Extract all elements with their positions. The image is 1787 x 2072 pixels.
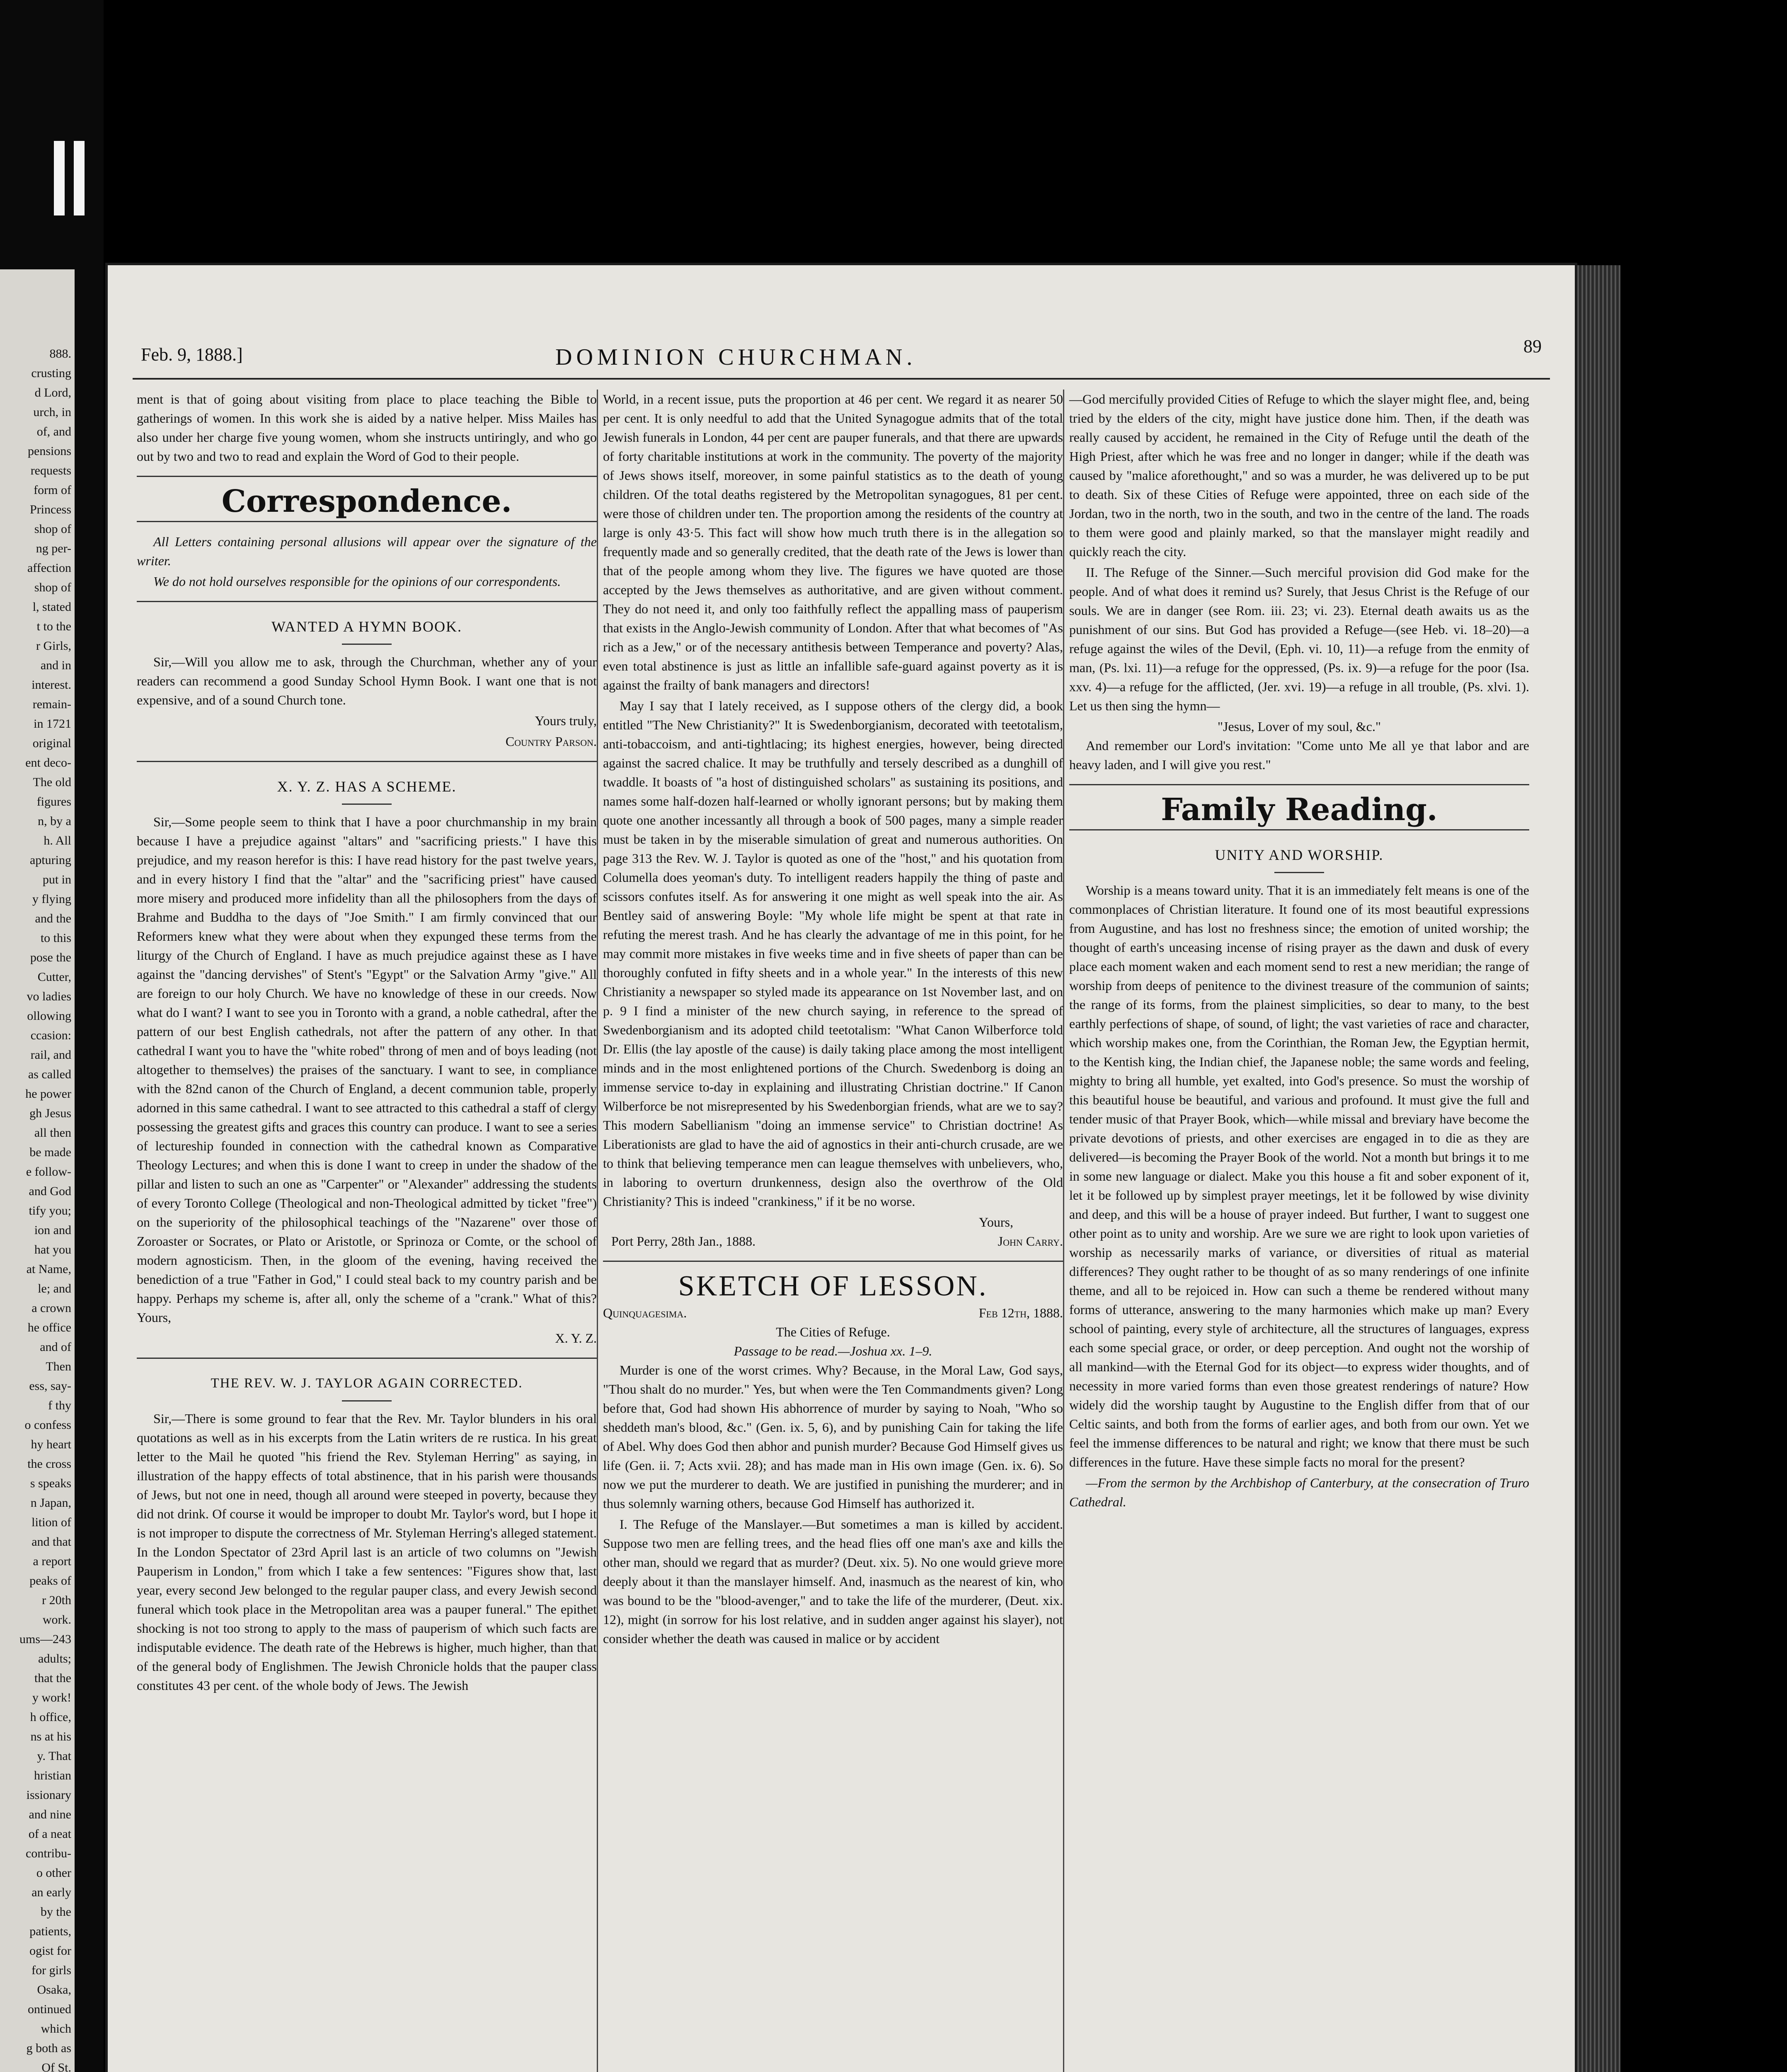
previous-page-fragment: ums—243 bbox=[19, 1632, 71, 1646]
previous-page-fragment: and the bbox=[35, 912, 71, 925]
lesson-body: II. The Refuge of the Sinner.—Such merciful provision did God make for the people. And of what does it remind us? Surely, that Jesus Christ is the Refuge of our souls. We are in danger (see Rom. iii. 23; vi. 23). Eternal death awaits us as the punishment of our sins. But God has provided a Refuge—(see Heb. vi. 18–20)—a refuge against the wiles of the Devil, (Eph. vi. 10, 11)—a refuge from the enmity of man, (Ps. lxi. 11)—a refuge for the oppressed, (Ps. ix. 9)—a refuge for the poor (Isa. xxv. 4)—a refuge for the afflicted, (Jer. xvi. 19)—a refuge in all trouble, (Ps. xlvi. 1). Let us then sing the hymn— bbox=[1069, 565, 1529, 713]
previous-page-fragment: h office, bbox=[30, 1710, 71, 1724]
previous-page-fragment: y. That bbox=[37, 1749, 71, 1763]
masthead-title: DOMINION CHURCHMAN. bbox=[555, 344, 917, 370]
page-number: 89 bbox=[1523, 336, 1542, 356]
section-rule bbox=[137, 601, 597, 602]
previous-page-fragment: hristian bbox=[34, 1769, 71, 1782]
previous-page-fragment: vo ladies bbox=[27, 990, 71, 1003]
hymn-quote: "Jesus, Lover of my soul, &c." bbox=[1217, 719, 1381, 734]
section-rule bbox=[137, 761, 597, 762]
letter-signature: X. Y. Z. bbox=[555, 1331, 597, 1346]
heading-rule bbox=[1274, 872, 1324, 873]
previous-page-fragment: apturing bbox=[30, 853, 71, 867]
previous-page-fragment: and of bbox=[40, 1340, 71, 1354]
previous-page-fragment: ion and bbox=[34, 1223, 71, 1237]
previous-page-fragment: form of bbox=[34, 483, 71, 497]
lesson-meta bbox=[603, 1303, 1063, 1322]
previous-page-fragment: s speaks bbox=[30, 1477, 71, 1490]
previous-page-fragment: d Lord, bbox=[34, 386, 71, 399]
previous-page-fragment: pensions bbox=[28, 444, 71, 458]
previous-page-fragment: interest. bbox=[31, 678, 71, 692]
lesson-body: Murder is one of the worst crimes. Why? Because, in the Moral Law, God says, "Thou shalt do no murder." Yes, but when were the Ten Commandments given? Long before that, God had shown His abhorrence of murder by saying to Noah, "Who so sheddeth man's blood, &c." (Gen. ix. 5, 6), and by punishing Cain for taking the life of Abel. Why does God then abhor and punish murder? Because God Himself gives us life (Gen. ii. 7; Acts xvii. 28); and has made man in His own image (Gen. ix. 6). So now we put the murderer to death. We are justified in punishing the murderer; and in thus solemnly warning others, because God Himself has authorized it. bbox=[603, 1363, 1063, 1511]
previous-page-fragment: an early bbox=[31, 1886, 71, 1899]
previous-page-fragment: crusting bbox=[31, 366, 71, 380]
letter-closing: Yours, bbox=[978, 1215, 1013, 1230]
column-divider-1 bbox=[597, 390, 598, 2072]
section-rule bbox=[137, 476, 597, 477]
previous-page-fragment: r 20th bbox=[42, 1593, 71, 1607]
previous-page-fragment: ontinued bbox=[28, 2002, 71, 2016]
previous-page-fragment: in 1721 bbox=[34, 717, 71, 731]
previous-page-fragment: r Girls, bbox=[36, 639, 71, 653]
previous-page-fragment: all then bbox=[34, 1126, 71, 1140]
heading-rule bbox=[342, 644, 392, 645]
lesson-date: Feb 12th, 1888. bbox=[978, 1305, 1063, 1320]
header-rule bbox=[133, 378, 1550, 380]
heading-rule bbox=[342, 1400, 392, 1402]
page-header bbox=[141, 336, 1542, 373]
previous-page-fragment: Then bbox=[46, 1360, 71, 1373]
article-body: Worship is a means toward unity. That it is an immediately felt means is one of the commonplaces of Christian literature. It found one of its most beautiful expressions from Augustine, and has lost no freshness since; the emotion of united worship; the thought of earth's unceasing incense of rising prayer as the dawn and dusk of every place each moment waken and each moment send to rest a new meridian; the range of worship from deeps of penitence to the divinest treasure of the communion of saints; the range of its forms, from the plainest simplicities, so dear to many, to the best earthly perfections of shape, of sound, of light; the vast varieties of race and character, which worship makes one, from the Corinthian, the Roman Jew, the Egyptian hermit, to the Kentish king, the Indian chief, the Japanese noble; the same words and feeling, mighty to bring all humble, yet exalted, into God's presence. So must the worship of this beautiful house be beautiful, and various and profound. It must give the full and tender music of that Prayer Book, which—while missal and breviary have become the private devotions of priests, and other exercises are engaged in to die as they are delivered—is becoming the Prayer Book of the world. Not a month but brings it to me in some new language or dialect. Make you this house a fit and sober exponent of it, let it be followed up by simplest prayer meetings, let it be followed by wise divinity and deep, and this will be a house of prayer indeed. But further, I want to suggest one other point as to unity and worship. Are we sure we are right to look upon varieties of worship as necessarily marks of variance, or diversities of ritual as material differences? They ought rather to be thought of as so many renderings of one infinite theme, and all to be rejoiced in. How can such a theme be rendered without many forms of utterance, answering to the many harmonies which make up man? Every school of painting, every style of architecture, all the structures of languages, express each some special grace, or order, or deep perception. And ought not the worship of all mankind—with the Eternal God for its object—to express wider thoughts, and of necessity in more varied forms than even those greatest renderings of nature? How widely did the worship taught by Augustine to the English differ from that of our Celtic saints, and both from the forms of earlier ages, and both from our own. Yet we feel the immense differences to be natural and right; we know that there must be such differences in the future. Have these simple facts no moral for the present? bbox=[1069, 883, 1529, 1469]
previous-page-fragment: ess, say- bbox=[29, 1379, 71, 1393]
letter-signature: John Carry. bbox=[998, 1234, 1063, 1249]
previous-page-fragment: h. All bbox=[44, 834, 71, 847]
previous-page-fragment: urch, in bbox=[33, 405, 71, 419]
letter-continuation: World, in a recent issue, puts the proportion at 46 per cent. We regard it as nearer 50 per cent. It is only needful to add that the United Synagogue admits that of the total Jewish funerals in London, 44 per cent are pauper funerals, and that there are upwards of forty charitable institutions at work in the community. The poverty of the majority of Jews shows itself, moreover, in some painful statistics as to the death of young children. Of the total deaths registered by the Metropolitan synagogues, 81 per cent. were those of children under ten. The proportion among the residents of the country at large is only 43·5. This fact will show how much truth there is in the allegation so frequently made and so generally credited, that the death rate of the Jews is lower than that of the people among whom they live. The figures we have quoted are those accepted by the Jews themselves as authoritative, and are given without comment. They do not need it, and only too faithfully reflect the appalling mass of pauperism that exists in the Anglo-Jewish community of London. After that what becomes of "As rich as a Jew," or of the necessary antithesis between Temperance and poverty? Alas, even total abstinence is just as little an infallible safe-guard against poverty as it is against the frailty of bank managers and directors! bbox=[603, 392, 1063, 692]
previous-page-fragment: g both as bbox=[26, 2041, 71, 2055]
previous-page-fragment: and nine bbox=[29, 1808, 71, 1821]
mission-paragraph: ment is that of going about visiting from place to place teaching the Bible to gatherings of women. In this work she is aided by a native helper. Miss Mailes has also under her charge five young women, whom she instructs untiringly, and who go out by two and two to read and explain the Word of God to their people. bbox=[137, 392, 597, 464]
letter-body: May I say that I lately received, as I suppose others of the clergy did, a book entitled "The New Christianity?" It is Swedenborgianism, decorated with teetotalism, anti-tobaccoism, and anti-tightlacing; its highest energies, however, being directed against the sacred chalice. It may be truthfully and tersely described as a dunghill of twaddle. It boasts of "a host of distinguished scholars" as sustaining its positions, and names some half-dozen half-learned or wholly ignorant persons; but by making them quote one another incessantly all through a book of 500 pages, many a simple reader must be taken in by the miserable simulation of great and numerous authorities. On page 313 the Rev. W. J. Taylor is quoted as one of the "host," and his quotation from Columella does yeoman's duty. To intelligent readers happily the thing of paste and scissors confutes itself. As for answering it one might as well speak into the air. As Bentley said of answering Boyle: "My whole life might be spent at that rate in refuting the merest trash. And he has clearly the advantage of me in this point, for he may commit more mistakes in five weeks time and in five sheets of paper than can be thoroughly confuted in fifty sheets and in a whole year." In the interests of this new Christianity a newspaper so styled made its appearance on 1st November last, and on p. 9 I find a minister of the new church saying, in reference to the spread of Swedenborgianism and its adopted child teetotalism: "What Canon Wilberforce told Dr. Ellis (the lay apostle of the cause) is daily taking place among the most intelligent minds and in the most enlightened portions of the Church. Swedenborg is doing an immense service to-day in explaining and illustrating Christian doctrine." If Canon Wilberforce be not misrepresented by his Swedenborgian friends, what are we to say? This modern Sabellianism "doing an immense service" to Christian doctrine! As Liberationists are glad to have the aid of agnostics in their anti-church crusade, are we to think that believing temperance men can league themselves with unbelievers, who, in laboring to overturn drunkenness, design also the overthrow of the Old Christianity? This is indeed "crankiness," if it be no worse. bbox=[603, 698, 1063, 1209]
previous-page-fragment: The old bbox=[33, 775, 71, 789]
previous-page-fragment: original bbox=[32, 736, 71, 750]
previous-page-fragment: affection bbox=[27, 561, 71, 575]
previous-page-fragment: ollowing bbox=[27, 1009, 71, 1023]
letter-heading-taylor: THE REV. W. J. TAYLOR AGAIN CORRECTED. bbox=[211, 1376, 523, 1391]
letter-signature: Country Parson. bbox=[505, 734, 597, 749]
previous-page-fragment: of a neat bbox=[28, 1827, 71, 1841]
previous-page-fragment: patients, bbox=[29, 1924, 71, 1938]
previous-page-fragment: ng per- bbox=[36, 542, 71, 555]
previous-page-fragment: le; and bbox=[38, 1282, 71, 1295]
lesson-subtitle: The Cities of Refuge. bbox=[776, 1324, 890, 1339]
letter-body: Sir,—There is some ground to fear that the Rev. Mr. Taylor blunders in his oral quotations as well as in his excerpts from the Latin writers de re rustica. In his great letter to the Mail he quoted "his friend the Rev. Styleman Herring" as saying, in illustration of the happy effects of total abstinence, that in his parish were thousands of Jews, but not one in need, though all around were steeped in poverty, because they did not drink. Of course it would be improper to doubt Mr. Taylor's word, but I hope it is not improper to dispute the correctness of Mr. Styleman Herring's alleged statement. In the London Spectator of 23rd April last is an article of two columns on "Jewish Pauperism in London," from which I take a few sentences: "Figures show that, last year, every second Jew belonged to the regular pauper class, and every Jewish second funeral which took place in the Metropolitan area was a pauper funeral." The epithet shocking is not too strong to apply to the mass of pauperism of which such facts are indisputable evidence. The death rate of the Hebrews is higher, much higher, than that of the general body of Englishmen. The Jewish Chronicle holds that the pauper class constitutes 43 per cent. of the whole body of Jews. The Jewish bbox=[137, 1411, 597, 1693]
correspondence-heading: Correspondence. bbox=[221, 484, 512, 519]
previous-page-fragment: adults; bbox=[38, 1652, 71, 1665]
section-rule bbox=[1069, 829, 1529, 830]
previous-page-fragment: which bbox=[41, 2022, 71, 2036]
previous-page-fragment: for girls bbox=[31, 1963, 71, 1977]
previous-page-fragment: ns at his bbox=[30, 1730, 71, 1743]
previous-page-fragment: ccasion: bbox=[30, 1029, 71, 1042]
previous-page-fragment: work. bbox=[42, 1613, 71, 1627]
newspaper-page bbox=[108, 265, 1575, 2072]
previous-page-fragment: hat you bbox=[34, 1243, 71, 1256]
previous-page-fragment: pose the bbox=[30, 951, 71, 964]
previous-page-fragment: rail, and bbox=[30, 1048, 71, 1062]
previous-page-fragment: shop of bbox=[34, 581, 71, 594]
previous-page-fragment: put in bbox=[42, 873, 71, 886]
previous-page-fragment: remain- bbox=[32, 697, 71, 711]
previous-page-fragment: Princess bbox=[30, 503, 71, 516]
lesson-continuation: —God mercifully provided Cities of Refuge to which the slayer might flee, and, being tried by the elders of the city, might have justice done him. Then, if the death was really caused by accident, he remained in the City of Refuge until the death of the High Priest, after which he was free and no longer in danger; while if the death was caused by "malice aforethought," and so was a murder, he was delivered up to be put to death. Six of these Cities of Refuge were appointed, three on each side of the Jordan, two in the north, two in the south, and two in the centre of the land. The roads to them were good and plainly marked, so that the manslayer might readily and quickly reach the city. bbox=[1069, 392, 1529, 559]
lesson-body: And remember our Lord's invitation: "Come unto Me all ye that labor and are heavy laden, and I will give you rest." bbox=[1069, 738, 1529, 772]
editorial-notice: All Letters containing personal allusions will appear over the signature of the writer. bbox=[137, 534, 597, 568]
heading-rule bbox=[342, 804, 392, 805]
previous-page-fragment: ogist for bbox=[29, 1944, 71, 1958]
previous-page-fragment: by the bbox=[40, 1905, 71, 1919]
previous-page-fragment: and in bbox=[40, 658, 71, 672]
column-1 bbox=[137, 390, 597, 1697]
previous-page-fragment: 888. bbox=[49, 347, 71, 361]
section-rule bbox=[137, 521, 597, 522]
previous-page-fragment: the cross bbox=[27, 1457, 71, 1471]
previous-page-fragment: that the bbox=[34, 1671, 71, 1685]
lesson-body: I. The Refuge of the Manslayer.—But sometimes a man is killed by accident. Suppose two men are felling trees, and the head flies off one man's axe and kills the other man, should we regard that as murder? (Deut. xix. 5). No one would grieve more deeply about it than the manslayer himself. And, inasmuch as the nearest of kin, who was bound to be the "blood-avenger," and to take the life of the murderer, (Deut. xix. 12), might (in sorrow for his lost relative, and in sudden anger against his slayer), not consider whether the death was caused in malice or by accident bbox=[603, 1517, 1063, 1646]
previous-page-fragment: n Japan, bbox=[30, 1496, 71, 1510]
scan-marker-top-right bbox=[74, 141, 85, 215]
previous-page-fragment: f thy bbox=[48, 1399, 71, 1412]
previous-page-fragment: a crown bbox=[31, 1301, 71, 1315]
letter-footer bbox=[603, 1232, 1063, 1251]
letter-body: Sir,—Will you allow me to ask, through the Churchman, whether any of your readers can recommend a good Sunday School Hymn Book. I want one that is not expensive, and of a sound Church tone. bbox=[137, 654, 597, 707]
article-source: —From the sermon by the Archbishop of Canterbury, at the consecration of Truro Cathedral. bbox=[1069, 1475, 1529, 1509]
previous-page-fragment: of, and bbox=[36, 425, 71, 438]
previous-page-fragment: tify you; bbox=[29, 1204, 71, 1218]
previous-page-fragment: n, by a bbox=[38, 814, 71, 828]
previous-page-fragment: hy heart bbox=[31, 1438, 71, 1451]
previous-page-fragment: contribu- bbox=[26, 1847, 71, 1860]
previous-page-fragment: y work! bbox=[32, 1691, 71, 1704]
previous-page-fragment: Of St. bbox=[41, 2061, 71, 2072]
previous-page-fragment: issionary bbox=[26, 1788, 71, 1802]
previous-page-fragment: at Name, bbox=[26, 1262, 71, 1276]
previous-page-fragment: to this bbox=[40, 931, 71, 945]
previous-page-fragment: figures bbox=[36, 795, 71, 808]
scan-marker-top-left bbox=[54, 141, 65, 215]
previous-page-fragment: o confess bbox=[24, 1418, 71, 1432]
column-3 bbox=[1069, 390, 1529, 1513]
previous-page-fragment: lition of bbox=[31, 1515, 71, 1529]
section-rule bbox=[137, 1358, 597, 1359]
previous-page-fragment: be made bbox=[29, 1145, 71, 1159]
letter-body: Sir,—Some people seem to think that I have a poor churchmanship in my brain because I have a prejudice against "altars" and "sacrificing priests." I have this prejudice, and my reason herefor is this: I have read history for the past twelve years, and in every history I find that the "altar" and the "sacrificing priest" have caused more misery and produced more infidelity than all the philosophers from the days of Brahme and Buddha to the days of "Joe Smith." I am firmly convinced that our Reformers knew what they were about when they expunged these terms from the liturgy of the Church of England. I have as much prejudice against these as I have against the "dancing dervishes" of Stent's "Egypt" or the Salvation Army "give." All are foreign to our holy Church. We have no knowledge of these in our creeds. Now what do I want? I want to see you in Toronto with a grand, a noble cathedral, after the pattern of our best English cathedrals, not after the pattern of any other. In that cathedral I want you to have the "white robed" throng of men and of boys leading (not altogether to themselves) the praises of the sanctuary. I want to see, in compliance with the 82nd canon of the Church of England, a decent communion table, properly adorned in this same cathedral. I want to see attracted to this cathedral a staff of clergy possessing the greatest gifts and graces this country can produce. I want to see a series of lectureship founded in connection with the cathedral known as Comparative Theology Lectures; and when this is done I want to creep in under the shadow of the pillar and listen to such an one as "Carpenter" or "Alexander" addressing the students of every Toronto College (Theological and non-Theological admitted by ticket "free") on the superiority of the philosophical teachings of the "Nazarene" over those of Zoroaster or Socrates, or Plato or Aristotle, or Sprinoza or Comte, or the school of modern agnosticism. Then, in the gloom of the evening, having received the benediction of a true "Father in God," I could steal back to my country parish and be happy. Perhaps my scheme is, after all, only the scheme of a "crank." What of this? Yours, bbox=[137, 814, 597, 1325]
previous-page-fragment: e follow- bbox=[26, 1165, 71, 1179]
previous-page-fragment: o other bbox=[36, 1866, 71, 1880]
previous-page-fragment: ent deco- bbox=[25, 756, 71, 770]
family-reading-heading: Family Reading. bbox=[1161, 792, 1438, 828]
previous-page-fragment: gh Jesus bbox=[29, 1106, 71, 1120]
section-rule bbox=[1069, 784, 1529, 785]
letter-closing: Yours truly, bbox=[535, 713, 597, 728]
previous-page-fragment: shop of bbox=[34, 522, 71, 536]
lesson-passage: Passage to be read.—Joshua xx. 1–9. bbox=[734, 1343, 932, 1358]
letter-place-date: Port Perry, 28th Jan., 1888. bbox=[611, 1234, 756, 1249]
previous-page-fragment: l, stated bbox=[32, 600, 71, 614]
letter-heading-xyz: X. Y. Z. HAS A SCHEME. bbox=[277, 778, 457, 795]
column-divider-2 bbox=[1063, 390, 1064, 2072]
previous-page-fragment: peaks of bbox=[29, 1574, 71, 1588]
sketch-of-lesson-heading: SKETCH OF LESSON. bbox=[678, 1270, 988, 1302]
previous-page-fragment: he power bbox=[25, 1087, 71, 1101]
issue-date: Feb. 9, 1888.] bbox=[141, 344, 243, 365]
section-rule bbox=[603, 1261, 1063, 1262]
editorial-notice: We do not hold ourselves responsible for the opinions of our correspondents. bbox=[153, 574, 561, 589]
previous-page-fragment: y flying bbox=[32, 892, 71, 906]
previous-page-fragment: requests bbox=[30, 464, 71, 477]
letter-heading-hymn-book: WANTED A HYMN BOOK. bbox=[271, 618, 462, 635]
previous-page-fragment: t to the bbox=[36, 620, 71, 633]
previous-page-fragment: Osaka, bbox=[37, 1983, 71, 1997]
previous-page-fragment: he office bbox=[27, 1321, 71, 1334]
previous-page-fragment: a report bbox=[33, 1554, 71, 1568]
previous-page-edge bbox=[0, 269, 75, 2072]
unity-worship-heading: UNITY AND WORSHIP. bbox=[1215, 847, 1384, 863]
previous-page-fragment: and God bbox=[29, 1184, 71, 1198]
previous-page-fragment: Cutter, bbox=[37, 970, 71, 984]
book-page-edges bbox=[1571, 265, 1620, 2072]
previous-page-fragment: and that bbox=[31, 1535, 71, 1549]
previous-page-fragment: as called bbox=[28, 1067, 71, 1081]
column-2 bbox=[603, 390, 1063, 1650]
lesson-sunday: Quinquagesima. bbox=[603, 1305, 687, 1320]
